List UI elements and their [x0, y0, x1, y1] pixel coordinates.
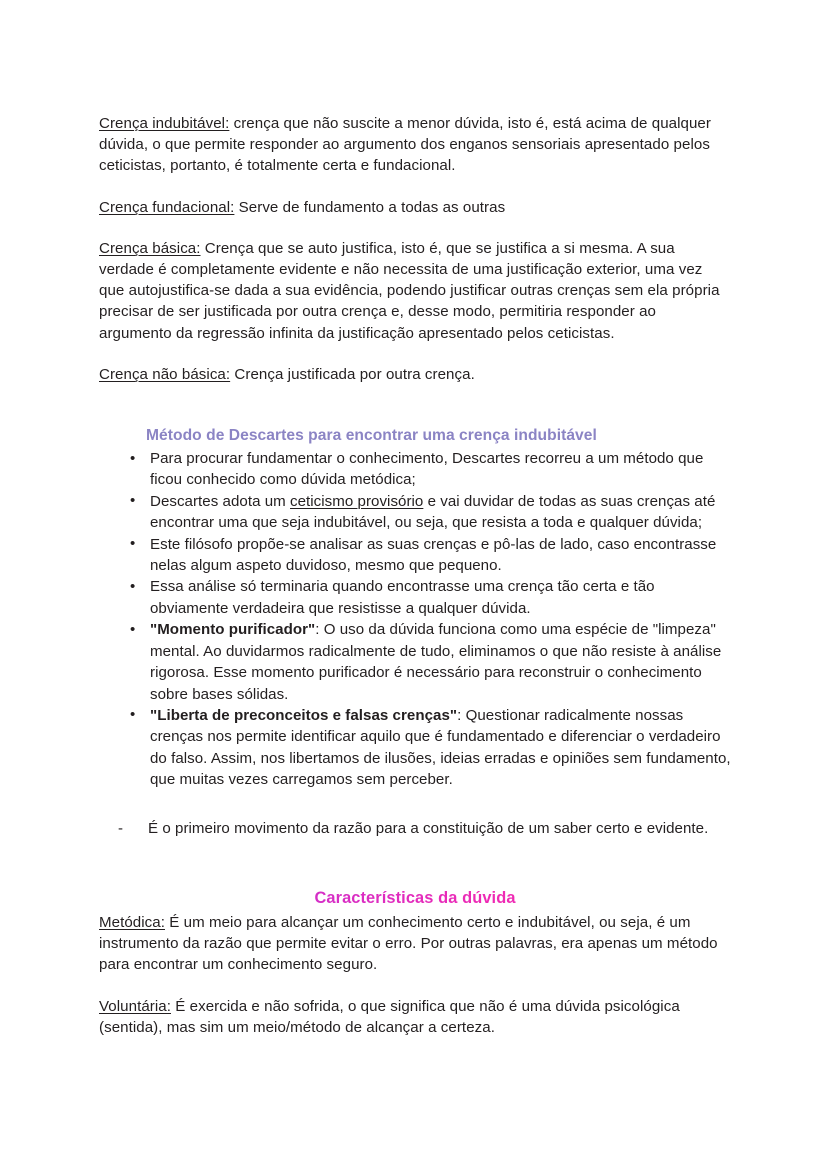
definition-crenca-indubitavel [99, 113, 731, 177]
characteristic-body: É exercida e não sofrida, o que significa que não é uma dúvida psicológica (sentida), mas sim um meio/método de alcançar a certeza. [99, 997, 680, 1036]
definition-body: Serve de fundamento a todas as outras [234, 198, 506, 216]
characteristic-body: É um meio para alcançar um conhecimento certo e indubitável, ou seja, é um instrumento da razão que permite evitar o erro. Por outras palavras, era apenas um método para encontrar um conhecimento seguro. [99, 913, 718, 974]
bullet-text-cont: : O uso da dúvida funciona como uma espécie de "limpeza" mental. Ao duvidarmos radicalmente de tudo, eliminamos o que não resiste à análise rigorosa. Esse momento purificador é necessário para reconstruir o conhecimento sobre bases sólidas. [150, 621, 722, 703]
characteristic-voluntaria [99, 996, 731, 1038]
list-item [99, 705, 731, 791]
bullet-bold-label: "Momento purificador" [150, 621, 316, 639]
list-item [99, 818, 731, 839]
method-dash-note-list [99, 818, 731, 839]
list-item [99, 619, 731, 705]
list-item [99, 534, 731, 577]
definition-body: crença que não suscite a menor dúvida, isto é, está acima de qualquer dúvida, o que permite responder ao argumento dos enganos sensoriais apresentado pelos ceticistas, portanto, é totalmente certa e fundacional. [99, 115, 711, 175]
list-item [99, 491, 731, 534]
characteristic-term: Voluntária: [99, 997, 171, 1015]
bullet-text: Este filósofo propõe-se analisar as suas crenças e pô-las de lado, caso encontrasse nelas algum aspeto duvidoso, mesmo que pequeno. [150, 535, 717, 575]
definition-crenca-fundacional [99, 197, 731, 218]
definition-crenca-nao-basica [99, 364, 731, 385]
list-item [99, 448, 731, 491]
characteristic-metodica [99, 912, 731, 976]
bullet-text: Essa análise só terminaria quando encontrasse uma crença tão certa e tão obviamente verdadeira que resistisse a qualquer dúvida. [150, 578, 655, 617]
definition-term: Crença fundacional: [99, 198, 235, 216]
list-item [99, 576, 731, 619]
definition-body: Crença justificada por outra crença. [230, 365, 475, 383]
document-content [99, 113, 731, 1058]
bullet-bold-label: "Liberta de preconceitos e falsas crenças" [150, 706, 458, 724]
definition-term: Crença básica: [99, 239, 201, 257]
method-bullet-list [99, 448, 731, 791]
bullet-text: Para procurar fundamentar o conhecimento, Descartes recorreu a um método que ficou conhecido como dúvida metódica; [150, 450, 704, 489]
definition-body: Crença que se auto justifica, isto é, que se justifica a si mesma. A sua verdade é completamente evidente e não necessita de uma justificação exterior, uma vez que autojustifica-se dada a sua evidência, podendo justificar outras crenças sem ela própria precisar de ser justificada por outra crença e, desse modo, permitiria responder ao argumento da regressão infinita da justificação apresentado pelos ceticistas. [99, 239, 720, 342]
definition-term: Crença indubitável: [99, 115, 230, 132]
bullet-text: Descartes adota um [150, 492, 291, 510]
bullet-text-cont: e vai duvidar de todas as suas crenças até encontrar uma que seja indubitável, ou seja, que resista a toda e qualquer dúvida; [150, 492, 716, 532]
method-section-heading: Método de Descartes para encontrar uma crença indubitável [146, 427, 597, 445]
bullet-underlined-phrase: ceticismo provisório [290, 492, 424, 510]
characteristic-term: Metódica: [99, 913, 165, 931]
bullet-text-cont: : Questionar radicalmente nossas crenças nos permite identificar aquilo que é fundamentado e diferenciar o verdadeiro do falso. Assim, nos libertamos de ilusões, ideias erradas e opiniões sem fundamento, que muitas vezes carregamos sem perceber. [150, 706, 731, 789]
definition-term: Crença não básica: [99, 365, 231, 383]
dash-note-text: É o primeiro movimento da razão para a constituição de um saber certo e evidente. [148, 819, 709, 837]
definition-crenca-basica [99, 238, 731, 344]
characteristics-section-heading: Características da dúvida [99, 887, 731, 909]
